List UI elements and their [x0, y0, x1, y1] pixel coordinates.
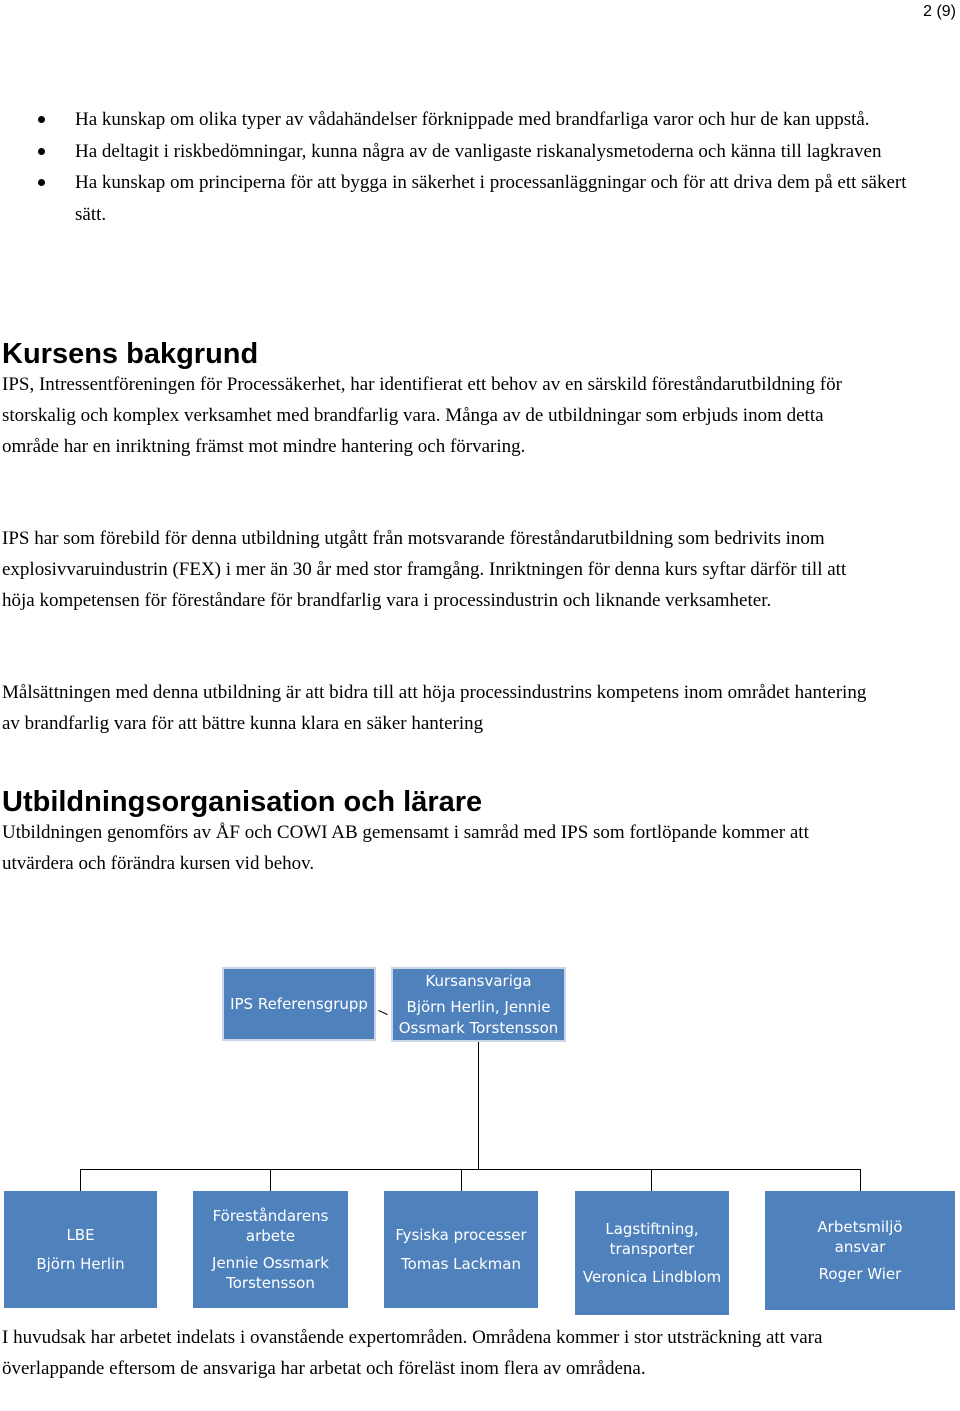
- heading-utbildningsorganisation: Utbildningsorganisation och lärare: [2, 786, 483, 818]
- org-box-forestandarens-arbete: [193, 1191, 348, 1308]
- org-box-title: Kursansvariga: [425, 972, 532, 991]
- org-connector-drop: [651, 1169, 652, 1191]
- org-connector-drop: [270, 1169, 271, 1191]
- org-connector-drop: [80, 1169, 81, 1191]
- org-box-person: Veronica Lindblom: [582, 1268, 722, 1287]
- paragraph-background-2: IPS har som förebild för denna utbildning utgått från motsvarande föreståndarutbildning som bedrivits inom explosivvaruindustrin (FEX) i mer än 30 år med stor framgång. Inriktningen för denna kurs syftar därför till att höja kompetensen för föreståndare för brandfarlig vara i processindustrin och liknande verksamheter.: [2, 528, 847, 611]
- org-box-title: Arbetsmiljö ansvar: [817, 1218, 903, 1257]
- org-connector-drop: [860, 1169, 861, 1191]
- org-connector-vertical: [478, 1042, 479, 1170]
- org-box-names: Björn Herlin, Jennie Ossmark Torstensson: [398, 998, 559, 1037]
- org-box-title: LBE: [66, 1226, 95, 1245]
- paragraph-closing: I huvudsak har arbetet indelats i ovanstående expertområden. Områdena kommer i stor utsträckning att vara överlappande eftersom de ansvariga har arbetat och föreläst inom flera av områdena.: [2, 1327, 823, 1379]
- org-box-person: Jennie Ossmark Torstensson: [212, 1253, 329, 1292]
- org-box-person: Roger Wier: [818, 1264, 902, 1283]
- org-box-arbetsmiljo: [765, 1191, 955, 1310]
- list-item: Ha deltagit i riskbedömningar, kunna några av de vanligaste riskanalysmetoderna och känna till lagkraven: [38, 136, 918, 168]
- goals-list: [38, 104, 918, 230]
- list-item: Ha kunskap om principerna för att bygga in säkerhet i processanläggningar och för att driva dem på ett säkert sätt.: [38, 167, 918, 230]
- list-item: Ha kunskap om olika typer av vådahändelser förknippade med brandfarliga varor och hur de kan uppstå.: [38, 104, 918, 136]
- heading-kursens-bakgrund: Kursens bakgrund: [2, 338, 259, 370]
- org-box-kursansvariga: [391, 967, 566, 1042]
- paragraph-background-3: Målsättningen med denna utbildning är att bidra till att höja processindustrins kompetens inom området hantering av brandfarlig vara för att bättre kunna klara en säker hantering: [2, 682, 867, 734]
- page-number: 2 (9): [923, 3, 956, 20]
- org-box-fysiska-processer: [384, 1191, 538, 1308]
- org-box-lagstiftning: [575, 1191, 729, 1315]
- org-box-title: Fysiska processer: [395, 1226, 527, 1245]
- org-box-title: Föreståndarens arbete: [212, 1207, 329, 1246]
- org-box-lbe: [4, 1191, 157, 1308]
- org-box-label: IPS Referensgrupp: [230, 994, 368, 1013]
- org-box-ips-referensgrupp: [222, 967, 376, 1041]
- org-connector-drop: [461, 1169, 462, 1191]
- paragraph-background-1: IPS, Intressentföreningen för Processäkerhet, har identifierat ett behov av en särskild föreståndarutbildning för storskalig och komplex verksamhet med brandfarlig vara. Många av de utbildningar som erbjuds inom detta område har en inriktning främst mot mindre hantering och förvaring.: [2, 374, 842, 457]
- paragraph-organisation: Utbildningen genomförs av ÅF och COWI AB gemensamt i samråd med IPS som fortlöpande kommer att utvärdera och förändra kursen vid behov.: [2, 822, 809, 874]
- org-box-title: Lagstiftning, transporter: [605, 1219, 699, 1258]
- org-connector: [378, 1010, 387, 1015]
- org-connector-horizontal: [80, 1169, 860, 1170]
- org-box-person: Tomas Lackman: [401, 1254, 521, 1273]
- org-box-person: Björn Herlin: [36, 1254, 125, 1273]
